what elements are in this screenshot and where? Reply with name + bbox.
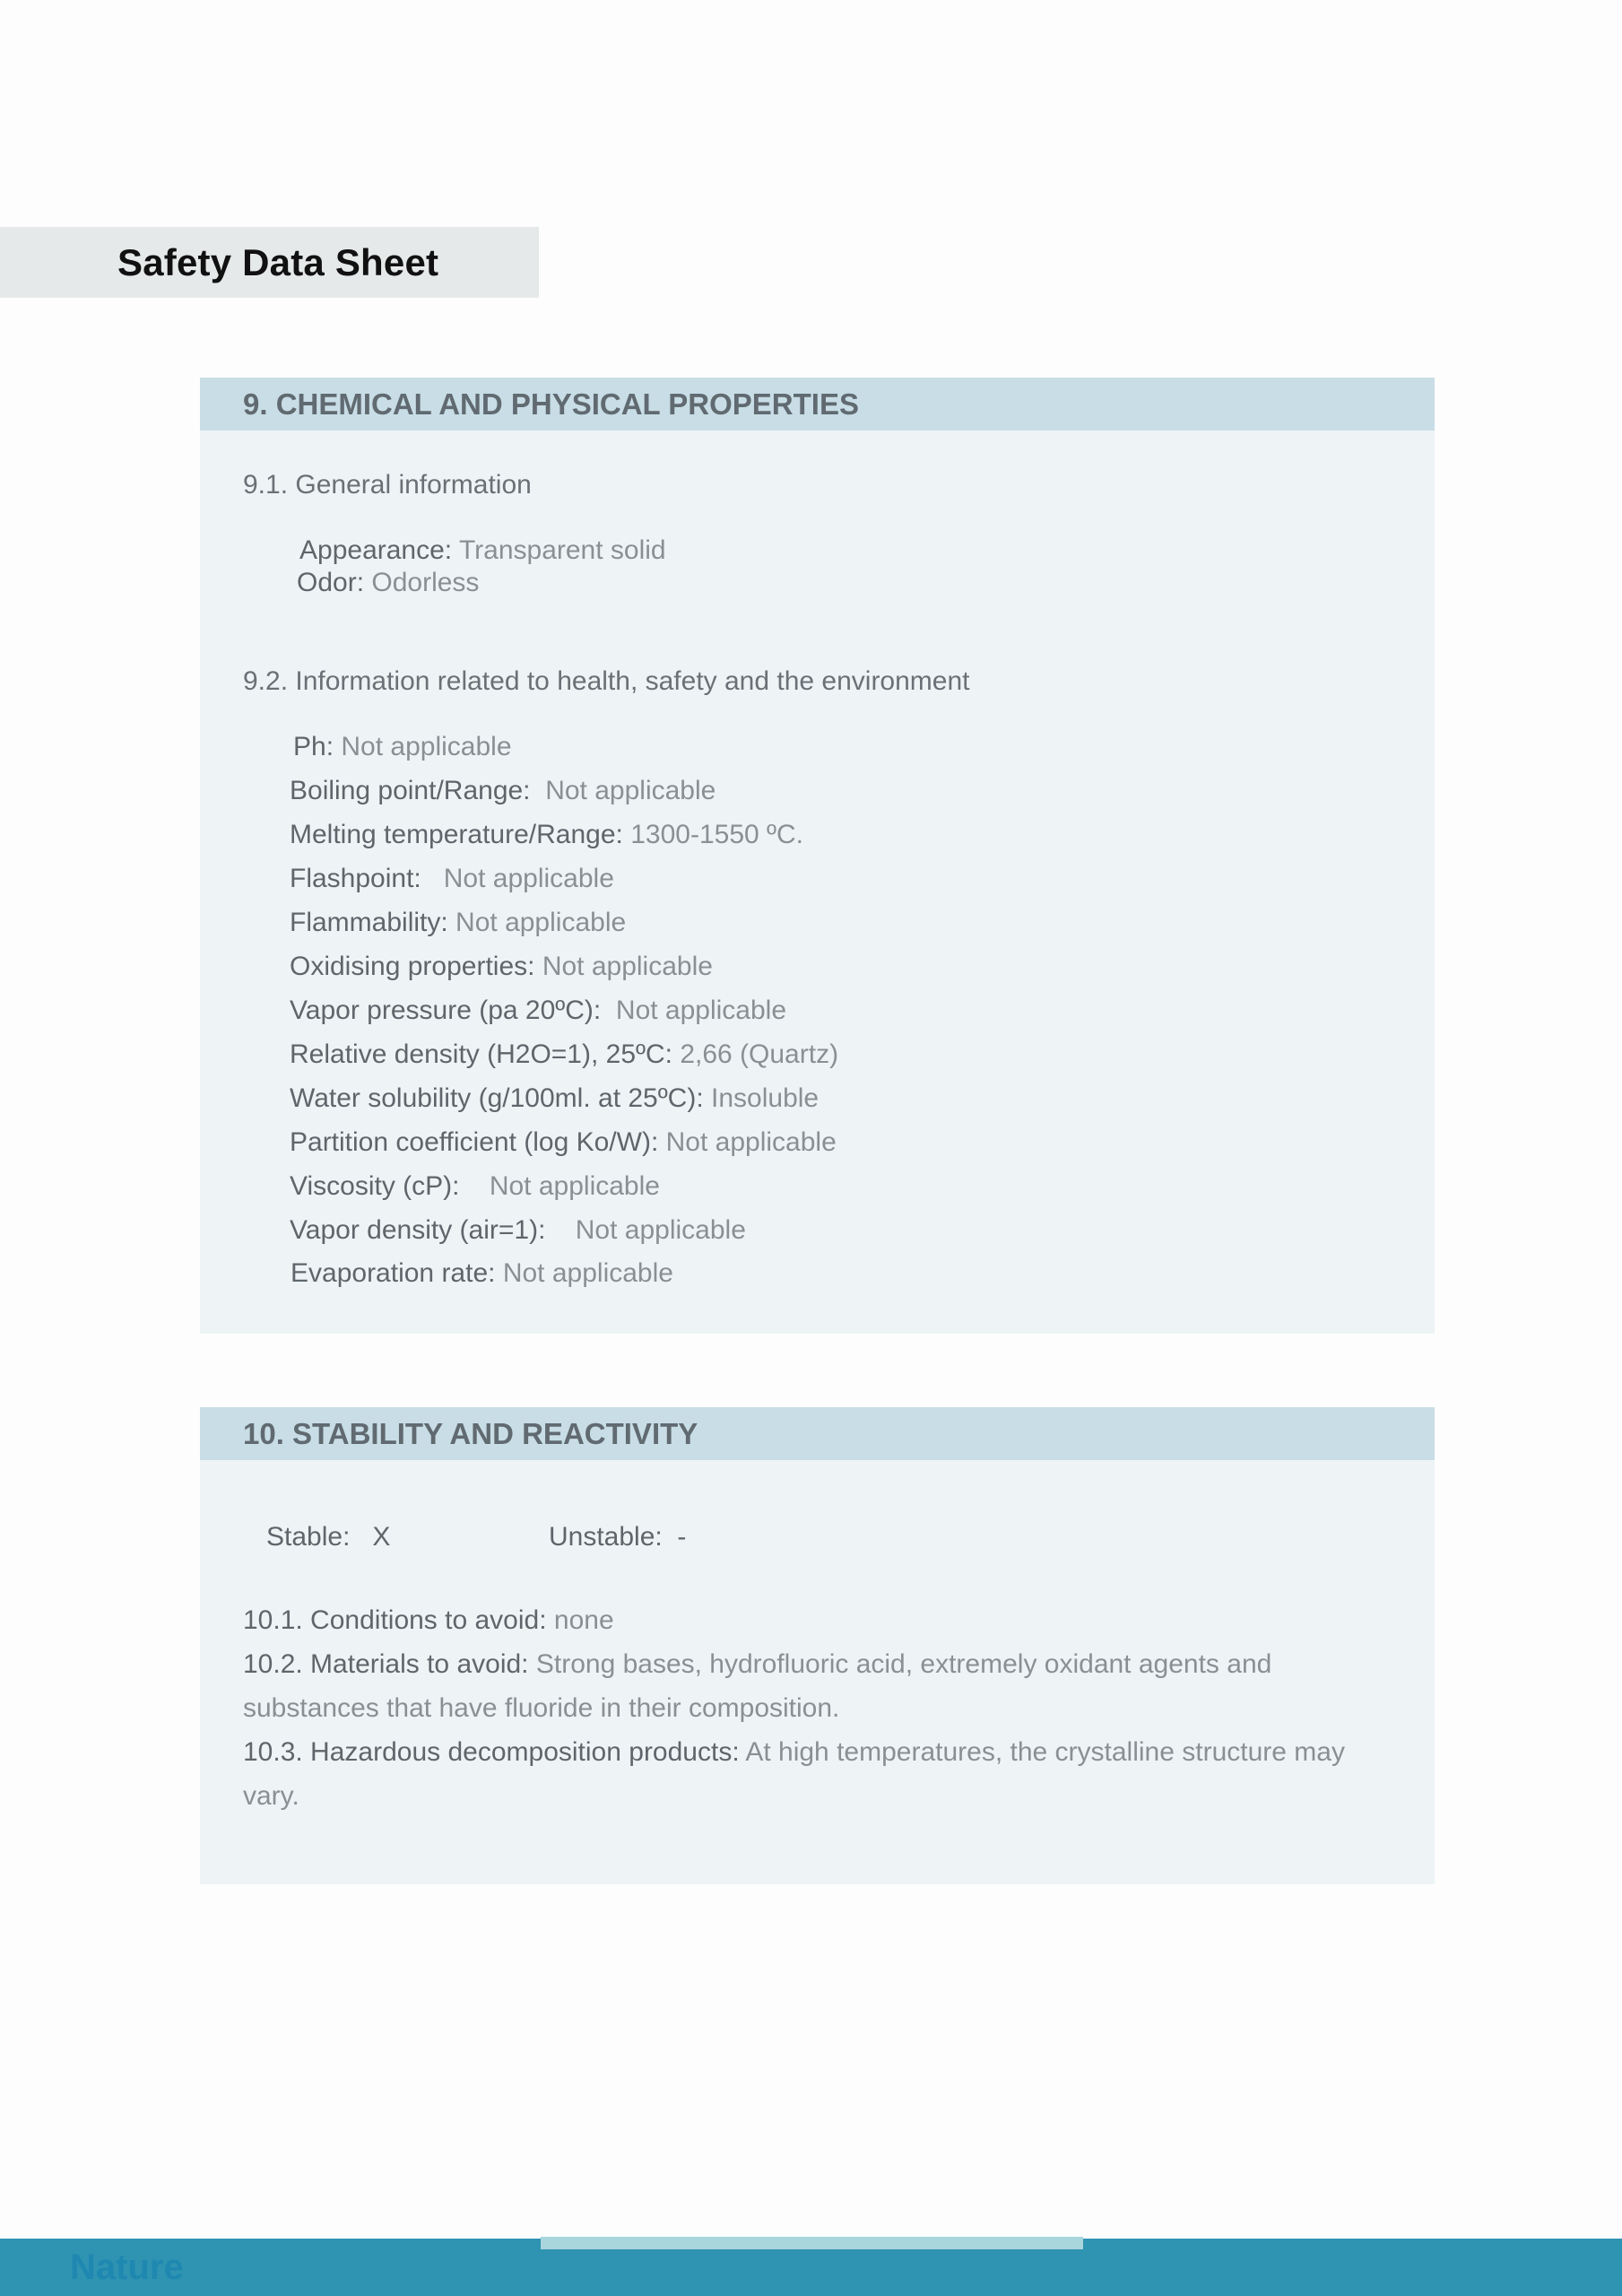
property-value: Not applicable: [665, 1127, 837, 1157]
property-label: Boiling point/Range:: [290, 776, 531, 805]
property-value: 2,66 (Quartz): [680, 1039, 839, 1069]
stable-label: Stable:: [266, 1522, 351, 1552]
section-chemical-physical-properties: [200, 378, 1435, 1334]
section-9-heading: 9. CHEMICAL AND PHYSICAL PROPERTIES: [243, 387, 859, 421]
stable-row: [266, 1522, 390, 1552]
property-value: Insoluble: [711, 1083, 820, 1113]
property-label: Ph:: [293, 732, 334, 761]
property-value: Not applicable: [489, 1171, 660, 1201]
property-row: [290, 908, 626, 938]
stable-value: X: [372, 1522, 391, 1552]
property-row: [290, 1215, 746, 1246]
property-row: [290, 820, 803, 850]
property-value: 1300-1550 ºC.: [630, 820, 803, 849]
property-label: Oxidising properties:: [290, 952, 535, 981]
property-label: Melting temperature/Range:: [290, 820, 623, 849]
conditions-to-avoid: [243, 1598, 1400, 1642]
property-value: Not applicable: [341, 732, 512, 761]
materials-to-avoid: [243, 1642, 1400, 1730]
property-row: [290, 776, 716, 806]
property-row: [293, 732, 512, 762]
property-label: Relative density (H2O=1), 25ºC:: [290, 1039, 672, 1069]
unstable-value: -: [677, 1522, 687, 1552]
property-value: Not applicable: [545, 776, 716, 805]
property-row: [290, 996, 786, 1026]
appearance-label: Appearance:: [299, 535, 453, 565]
conditions-value: none: [553, 1605, 614, 1635]
property-label: Partition coefficient (log Ko/W):: [290, 1127, 659, 1157]
property-value: Not applicable: [455, 908, 627, 937]
conditions-label: 10.1. Conditions to avoid:: [243, 1605, 547, 1635]
property-row: [290, 1039, 838, 1070]
property-label: Vapor density (air=1):: [290, 1215, 546, 1245]
property-label: Viscosity (cP):: [290, 1171, 460, 1201]
section-10-header: [200, 1407, 1435, 1460]
property-label: Flashpoint:: [290, 864, 421, 893]
appearance-row: [299, 535, 666, 566]
property-label: Water solubility (g/100ml. at 25ºC):: [290, 1083, 704, 1113]
header-bar: [0, 227, 539, 298]
property-value: Not applicable: [615, 996, 787, 1025]
hazardous-value: At high temperatures, the crystalline structure may vary.: [243, 1737, 1345, 1811]
health-info-title: 9.2. Information related to health, safety and the environment: [243, 666, 970, 696]
odor-value: Odorless: [371, 568, 480, 597]
materials-value: Strong bases, hydrofluoric acid, extremely oxidant agents and substances that have fluoride in their composition.: [243, 1649, 1272, 1723]
hazardous-label: 10.3. Hazardous decomposition products:: [243, 1737, 740, 1767]
section-9-header: [200, 378, 1435, 430]
section-stability-reactivity: [200, 1407, 1435, 1884]
section-10-heading: 10. STABILITY AND REACTIVITY: [243, 1417, 698, 1450]
footer-tab-accent: [541, 2237, 1083, 2249]
property-label: Vapor pressure (pa 20ºC):: [290, 996, 602, 1025]
property-label: Evaporation rate:: [291, 1258, 496, 1288]
unstable-label: Unstable:: [549, 1522, 663, 1552]
property-row: [291, 1258, 673, 1289]
hazardous-decomposition: [243, 1730, 1400, 1818]
property-row: [290, 1127, 837, 1158]
odor-label: Odor:: [297, 568, 365, 597]
property-value: Not applicable: [443, 864, 614, 893]
appearance-value: Transparent solid: [458, 535, 666, 565]
property-row: [290, 864, 614, 894]
property-value: Not applicable: [542, 952, 713, 981]
page-title: Safety Data Sheet: [117, 241, 439, 283]
footer-brand: Nature: [70, 2248, 184, 2287]
property-value: Not applicable: [575, 1215, 746, 1245]
materials-label: 10.2. Materials to avoid:: [243, 1649, 529, 1679]
odor-row: [297, 568, 479, 598]
general-info-title: 9.1. General information: [243, 470, 532, 500]
stability-details: [243, 1598, 1400, 1818]
property-row: [290, 1171, 660, 1202]
property-row: [290, 1083, 819, 1114]
unstable-row: [549, 1522, 686, 1552]
property-label: Flammability:: [290, 908, 448, 937]
property-value: Not applicable: [502, 1258, 673, 1288]
property-row: [290, 952, 713, 982]
